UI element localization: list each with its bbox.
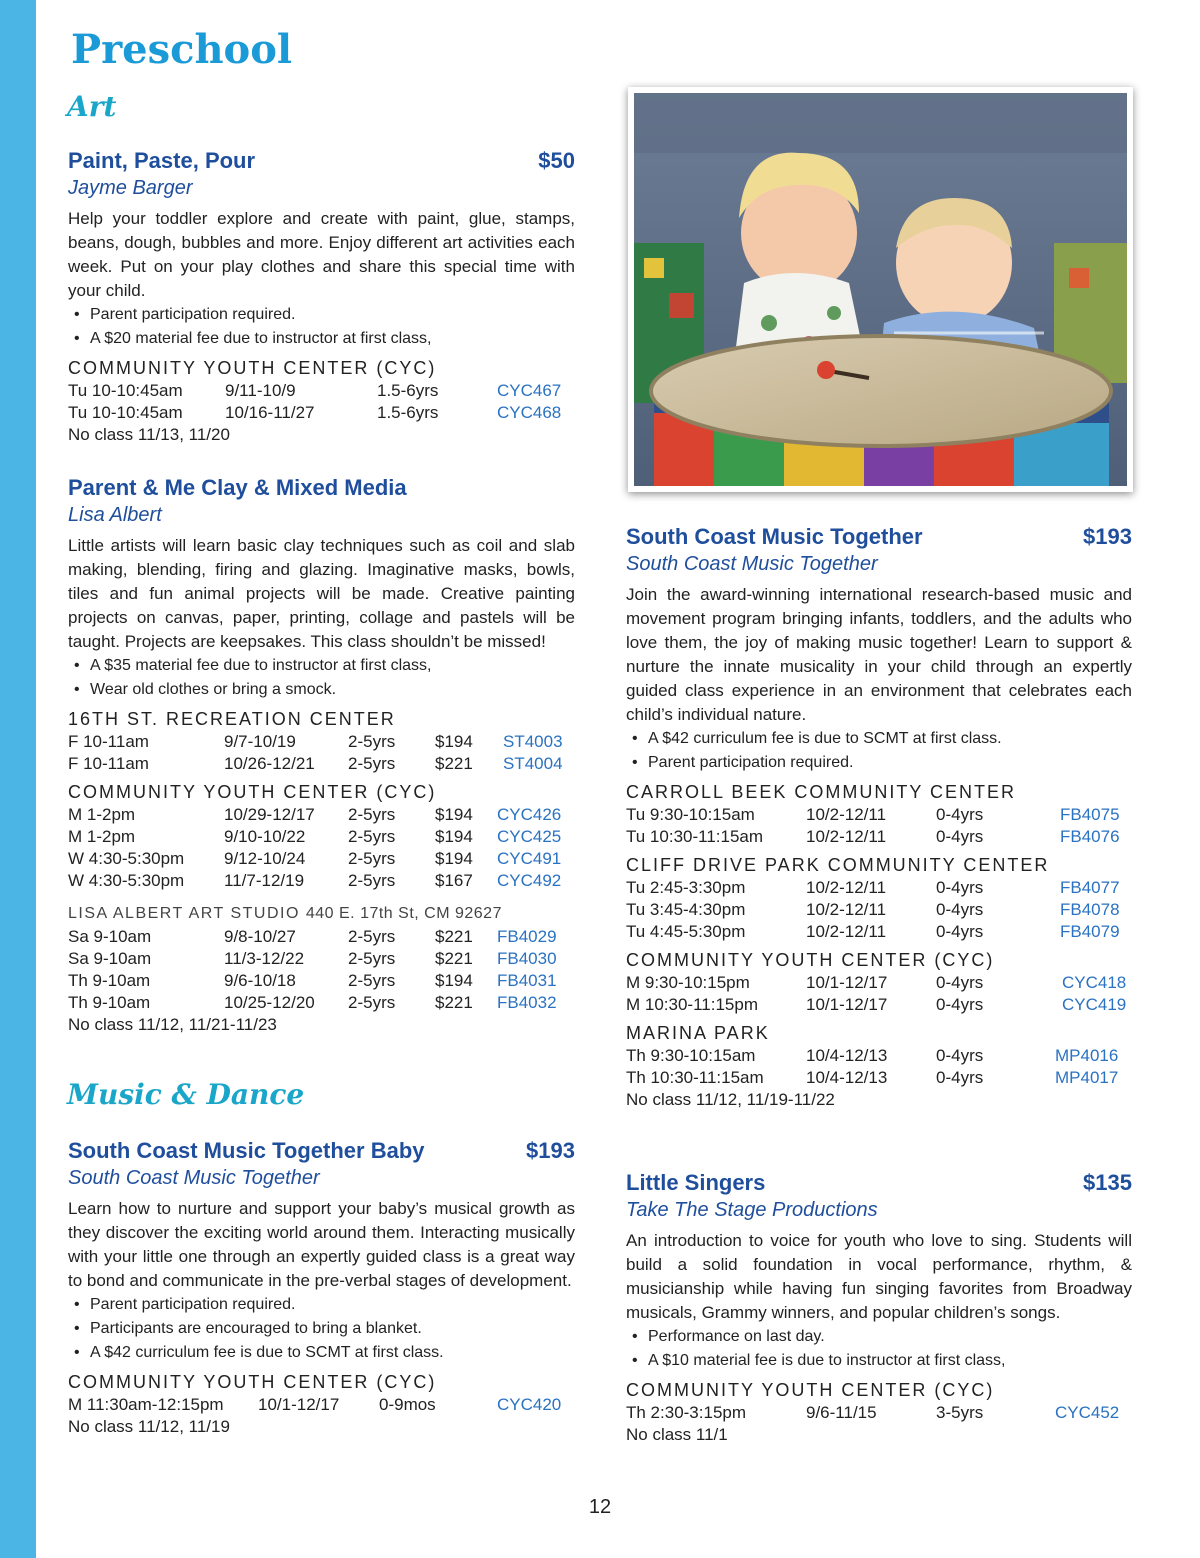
location-name: COMMUNITY YOUTH CENTER (CYC) [626,950,995,970]
location-name [68,902,575,926]
course-instructor: South Coast Music Together [68,1167,320,1189]
schedule-ages: 0-4yrs [936,878,984,897]
schedule-ages: 0-4yrs [936,1046,984,1065]
schedule-day-time: Tu 10-10:45am [68,381,183,400]
course-instructor: Lisa Albert [68,504,162,526]
schedule-ages: 1.5-6yrs [377,403,439,422]
schedule-dates: 10/1-12/17 [806,973,888,992]
schedule-ages: 2-5yrs [348,827,396,846]
schedule-day-time: Tu 3:45-4:30pm [626,900,746,919]
schedule-dates: 10/25-12/20 [224,993,315,1012]
course-code[interactable]: CYC468 [497,403,562,422]
schedule-ages: 2-5yrs [348,732,396,751]
no-class-note: No class 11/1 [626,1425,728,1444]
course-code[interactable]: ST4004 [503,754,563,773]
schedule-ages: 2-5yrs [348,927,396,946]
note-item: • Parent participation required. [68,303,575,327]
schedule-day-time: Tu 10-10:45am [68,403,183,422]
schedule-ages: 2-5yrs [348,805,396,824]
schedule-dates: 10/2-12/11 [806,878,887,897]
schedule-day-time: Tu 10:30-11:15am [626,827,764,846]
schedule-fee: $221 [435,993,473,1012]
schedule-dates: 10/4-12/13 [806,1046,888,1065]
location-name: COMMUNITY YOUTH CENTER (CYC) [626,1380,995,1400]
course-code[interactable]: CYC425 [497,827,562,846]
photo-illustration [634,93,1127,486]
schedule-row [626,1067,1132,1089]
course-description: Little artists will learn basic clay techniques such as coil and slab making, blending, firing and glazing. Imaginative masks, bowls, tiles and fun animal projects will be made. Creative painting projects on canvas, paper, printing, collage and pastels will be taught. Projects are keepsakes. This class shouldn’t be missed! [68,536,575,651]
course-music-together [626,523,1132,1111]
schedule-row [626,804,1132,826]
note-item: • A $42 curriculum fee is due to SCMT at first class. [626,727,1132,751]
course-music-together-baby [68,1137,575,1438]
schedule-dates: 10/2-12/11 [806,900,887,919]
schedule-row [626,1045,1132,1067]
course-code[interactable]: CYC419 [1062,995,1127,1014]
note-item: • Parent participation required. [626,751,1132,775]
schedule-ages: 2-5yrs [348,754,396,773]
schedule-dates: 9/6-10/18 [224,971,296,990]
course-code[interactable]: CYC452 [1055,1403,1120,1422]
schedule-day-time: Sa 9-10am [68,927,152,946]
course-code[interactable]: CYC491 [497,849,562,868]
schedule-day-time: Th 10:30-11:15am [626,1068,764,1087]
schedule-day-time: F 10-11am [68,732,149,751]
course-code[interactable]: FB4079 [1060,922,1120,941]
schedule-row [626,972,1132,994]
course-instructor: Jayme Barger [68,177,193,199]
schedule-dates: 9/12-10/24 [224,849,306,868]
course-code[interactable]: FB4078 [1060,900,1120,919]
course-title [626,523,1132,551]
schedule-row [626,921,1132,943]
location-name: CLIFF DRIVE PARK COMMUNITY CENTER [626,855,1050,875]
schedule-row [68,970,575,992]
schedule-row [68,848,575,870]
section-heading-music-dance: Music & Dance [67,1078,305,1111]
course-code[interactable]: CYC492 [497,871,562,890]
schedule-dates: 9/10-10/22 [224,827,306,846]
schedule-row [626,826,1132,848]
course-price: $193 [526,1138,575,1163]
location-address: 440 E. 17th St, CM 92627 [305,905,502,922]
course-code[interactable]: ST4003 [503,732,563,751]
course-code[interactable]: FB4030 [497,949,557,968]
photo-children-drum [628,87,1133,492]
schedule-dates: 10/1-12/17 [258,1395,340,1414]
schedule-dates: 10/2-12/11 [806,827,887,846]
schedule-fee: $194 [435,805,473,824]
course-notes [68,1293,575,1365]
schedule-row [626,899,1132,921]
course-title [626,1169,1132,1197]
side-accent-stripe [0,0,36,1558]
schedule-row [68,731,575,753]
page-number: 12 [588,1496,612,1518]
schedule-dates: 10/2-12/11 [806,922,887,941]
location-name: COMMUNITY YOUTH CENTER (CYC) [68,1372,437,1392]
schedule-row [68,753,575,775]
schedule-row [626,1402,1132,1424]
schedule-fee: $167 [435,871,473,890]
schedule-row [626,994,1132,1016]
schedule-ages: 0-4yrs [936,922,984,941]
schedule-dates: 9/11-10/9 [225,381,296,400]
schedule-dates: 9/8-10/27 [224,927,296,946]
course-description: Learn how to nurture and support your baby’s musical growth as they discover the exciting world around them. Interacting musically with your little one through an expertly guided class is a great way to bond and communicate in the pre-verbal stages of development. [68,1199,575,1290]
schedule-ages: 0-4yrs [936,995,984,1014]
schedule-dates: 9/7-10/19 [224,732,296,751]
schedule-day-time: Tu 4:45-5:30pm [626,922,746,941]
course-paint-paste-pour [68,147,575,446]
schedule-row [68,826,575,848]
schedule-day-time: Sa 9-10am [68,949,152,968]
schedule-day-time: Th 9-10am [68,971,151,990]
no-class-note: No class 11/12, 11/19-11/22 [626,1090,835,1109]
schedule-ages: 0-4yrs [936,900,984,919]
schedule-dates: 10/26-12/21 [224,754,315,773]
schedule-fee: $221 [435,927,473,946]
schedule-ages: 0-9mos [379,1395,436,1414]
location-name: CARROLL BEEK COMMUNITY CENTER [626,782,1017,802]
location-name: COMMUNITY YOUTH CENTER (CYC) [68,782,437,802]
note-item: • Performance on last day. [626,1325,1132,1349]
course-code[interactable]: CYC420 [497,1395,562,1414]
schedule-ages: 0-4yrs [936,1068,984,1087]
schedule-dates: 9/6-11/15 [806,1403,877,1422]
course-notes [68,654,575,702]
course-code[interactable]: FB4076 [1060,827,1120,846]
course-name: South Coast Music Together [626,524,923,549]
schedule-fee: $194 [435,971,473,990]
page-title: Preschool [71,26,293,73]
schedule-ages: 0-4yrs [936,827,984,846]
course-price: $193 [1083,524,1132,549]
note-item: • Participants are encouraged to bring a blanket. [68,1317,575,1341]
schedule-day-time: M 9:30-10:15pm [626,973,750,992]
schedule-row [68,402,575,424]
schedule-day-time: Tu 2:45-3:30pm [626,878,746,897]
course-price: $135 [1083,1170,1132,1195]
course-instructor: South Coast Music Together [626,553,878,575]
schedule-ages: 3-5yrs [936,1403,984,1422]
schedule-ages: 2-5yrs [348,949,396,968]
course-code[interactable]: FB4031 [497,971,557,990]
schedule-ages: 2-5yrs [348,971,396,990]
course-notes [68,303,575,351]
course-description: Help your toddler explore and create with paint, glue, stamps, beans, dough, bubbles and more. Enjoy different art activities each week. Put on your play clothes and share this special time with your child. [68,209,575,300]
note-item: • A $35 material fee due to instructor at first class, [68,654,575,678]
course-name: South Coast Music Together Baby [68,1138,425,1163]
course-description: Join the award-winning international research-based music and movement program bringing infants, toddlers, and the adults who love them, the joy of making music together! Learn to support & nurture the innate musicality in your child through an expertly guided class experience in an environment that celebrates each child’s individual nature. [626,585,1132,724]
schedule-dates: 10/2-12/11 [806,805,887,824]
schedule-dates: 10/1-12/17 [806,995,888,1014]
note-item: • Parent participation required. [68,1293,575,1317]
schedule-day-time: Th 2:30-3:15pm [626,1403,747,1422]
schedule-day-time: M 1-2pm [68,805,136,824]
schedule-ages: 2-5yrs [348,849,396,868]
course-little-singers [626,1169,1132,1446]
schedule-fee: $194 [435,849,473,868]
course-code[interactable]: CYC426 [497,805,562,824]
schedule-day-time: M 11:30am-12:15pm [68,1395,224,1414]
course-name: Parent & Me Clay & Mixed Media [68,475,407,500]
location-name: MARINA PARK [626,1023,770,1043]
schedule-day-time: M 1-2pm [68,827,136,846]
schedule-ages: 0-4yrs [936,805,984,824]
schedule-row [68,380,575,402]
note-item: • A $20 material fee due to instructor at first class, [68,327,575,351]
schedule-day-time: Tu 9:30-10:15am [626,805,755,824]
schedule-dates: 11/7-12/19 [224,871,305,890]
location-name: 16TH ST. RECREATION CENTER [68,709,396,729]
course-code[interactable]: FB4032 [497,993,557,1012]
course-title [68,474,575,502]
course-code[interactable]: MP4016 [1055,1046,1119,1065]
schedule-ages: 2-5yrs [348,871,396,890]
location-name: COMMUNITY YOUTH CENTER (CYC) [68,358,437,378]
schedule-ages: 0-4yrs [936,973,984,992]
schedule-day-time: M 10:30-11:15pm [626,995,758,1014]
schedule-dates: 10/16-11/27 [225,403,315,422]
schedule-ages: 1.5-6yrs [377,381,439,400]
course-code[interactable]: CYC467 [497,381,562,400]
course-code[interactable]: MP4017 [1055,1068,1119,1087]
schedule-row [68,870,575,892]
course-code[interactable]: CYC418 [1062,973,1127,992]
course-name: Little Singers [626,1170,766,1195]
course-notes [626,727,1132,775]
schedule-day-time: Th 9:30-10:15am [626,1046,756,1065]
no-class-note: No class 11/12, 11/21-11/23 [68,1015,277,1034]
schedule-fee: $221 [435,949,473,968]
schedule-row [68,948,575,970]
schedule-dates: 10/29-12/17 [224,805,315,824]
schedule-dates: 11/3-12/22 [224,949,305,968]
schedule-row [68,926,575,948]
schedule-row [68,804,575,826]
schedule-fee: $194 [435,732,473,751]
location-studio-name: LISA ALBERT ART STUDIO [68,905,300,922]
schedule-dates: 10/4-12/13 [806,1068,888,1087]
schedule-row [68,1394,575,1416]
note-item: • A $10 material fee is due to instructor at first class, [626,1349,1132,1373]
course-instructor: Take The Stage Productions [626,1199,878,1221]
schedule-fee: $194 [435,827,473,846]
course-title [68,1137,575,1165]
course-parent-me-clay [68,474,575,1036]
no-class-note: No class 11/12, 11/19 [68,1417,230,1436]
schedule-row [68,992,575,1014]
note-item: • Wear old clothes or bring a smock. [68,678,575,702]
section-heading-art: Art [67,90,117,123]
schedule-day-time: Th 9-10am [68,993,151,1012]
course-description: An introduction to voice for youth who love to sing. Students will build a solid foundation in vocal performance, rhythm, & musicianship while having fun singing favorites from Broadway musicals, Grammy winners, and popular children’s songs. [626,1231,1132,1322]
course-name: Paint, Paste, Pour [68,148,256,173]
schedule-ages: 2-5yrs [348,993,396,1012]
schedule-row [626,877,1132,899]
course-code[interactable]: FB4077 [1060,878,1120,897]
schedule-day-time: W 4:30-5:30pm [68,849,185,868]
schedule-day-time: W 4:30-5:30pm [68,871,185,890]
course-code[interactable]: FB4075 [1060,805,1120,824]
schedule-day-time: F 10-11am [68,754,149,773]
schedule-fee: $221 [435,754,473,773]
no-class-note: No class 11/13, 11/20 [68,425,230,444]
course-code[interactable]: FB4029 [497,927,557,946]
course-title [68,147,575,175]
note-item: • A $42 curriculum fee is due to SCMT at first class. [68,1341,575,1365]
course-price: $50 [538,148,575,173]
course-notes [626,1325,1132,1373]
